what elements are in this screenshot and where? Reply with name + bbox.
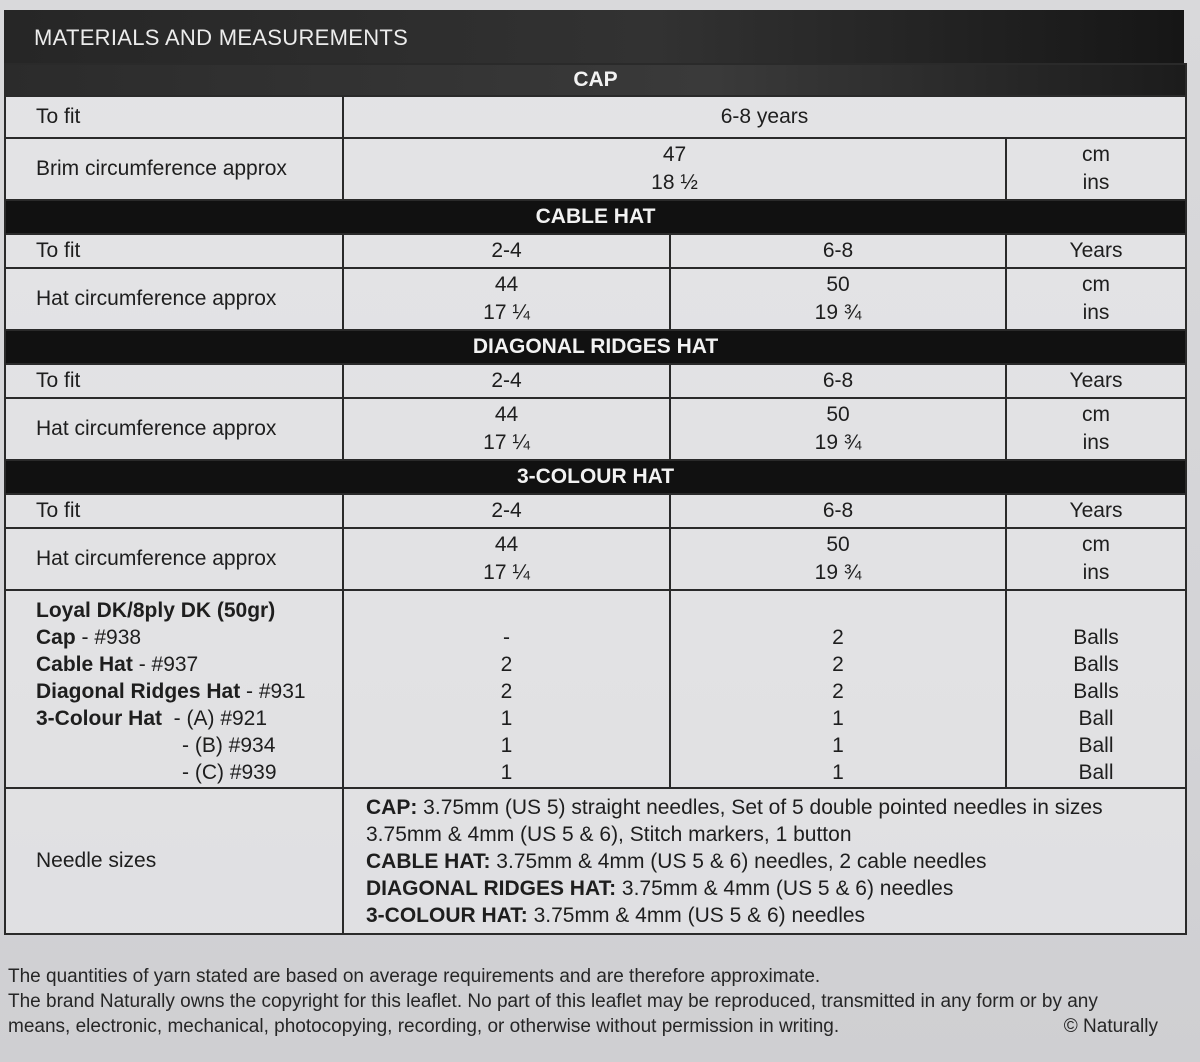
footer-line-3: means, electronic, mechanical, photocopying, recording, or otherwise without permission in writing. [8,1016,840,1037]
hat-circumference-row [5,398,1186,460]
yarn-item-code: - #937 [132,653,199,676]
hat-heading: CABLE HAT [5,200,1186,234]
copyright: © Naturally [1063,1016,1158,1037]
needles-row [5,788,1186,934]
yarn-qty-size1: 1 [500,734,513,757]
hat-circumference-size2 [670,398,1006,460]
hat-ins-2: 19 ¾ [814,561,862,584]
hat-heading-row [5,460,1186,494]
yarn-item [36,651,342,678]
yarn-item [36,678,342,705]
hat-to-fit-row [5,364,1186,398]
section-title-bar [4,10,1184,64]
hat-cm-2: 50 [826,533,850,556]
hat-circumference-size1 [343,398,670,460]
yarn-qty-size1: 1 [500,761,513,784]
unit-cm: cm [1082,533,1111,556]
section-title: MATERIALS AND MEASUREMENTS [34,25,409,50]
hat-heading-row [5,330,1186,364]
yarn-qty-size1: 2 [500,653,513,676]
needle-line [366,902,1177,929]
yarn-unit: Ball [1078,707,1114,730]
hat-circumference-units [1006,528,1186,590]
yarn-item [36,759,342,786]
hat-circumference-row [5,268,1186,330]
yarn-item-name: Diagonal Ridges Hat [36,680,241,703]
hat-ins-2: 19 ¾ [814,301,862,324]
yarn-item [36,624,342,651]
hat-to-fit-row [5,234,1186,268]
hat-heading: 3-COLOUR HAT [5,460,1186,494]
yarn-unit: Balls [1073,653,1119,676]
yarn-qty-size2: 1 [832,734,844,757]
needles-label: Needle sizes [5,788,343,934]
hat-ins-1: 17 ¼ [483,431,530,454]
cap-heading-row [5,64,1186,96]
yarn-header: Loyal DK/8ply DK (50gr) [36,599,276,622]
yarn-col-units [1006,590,1186,788]
cap-brim-row [5,138,1186,200]
yarn-labels [5,590,343,788]
yarn-item-code: - #931 [240,680,306,703]
needle-project: CAP: [366,795,418,819]
cap-to-fit-value: 6-8 years [343,96,1186,138]
needle-line [366,821,1177,848]
hat-circumference-size1 [343,528,670,590]
yarn-qty-size1: 2 [500,680,513,703]
yarn-item-name: Cap [36,626,76,649]
yarn-item-code: - (B) #934 [182,734,276,757]
hat-circumference-size2 [670,268,1006,330]
cap-brim-values [343,138,1006,200]
hat-ins-1: 17 ¼ [483,301,530,324]
needle-line [366,875,1177,902]
needle-spec: 3.75mm (US 5) straight needles, Set of 5 double pointed needles in sizes [417,795,1103,819]
yarn-qty-size2: 1 [832,707,844,730]
hat-size-2: 6-8 [670,234,1006,268]
footer-line-2: The brand Naturally owns the copyright for this leaflet. No part of this leaflet may be reproduced, transmitted in any form or by any [8,991,1098,1012]
hat-ins-1: 17 ¼ [483,561,530,584]
needle-spec: 3.75mm & 4mm (US 5 & 6) needles [527,903,866,927]
yarn-qty-size2: 2 [832,653,844,676]
hat-size-2: 6-8 [670,494,1006,528]
yarn-unit: Balls [1073,626,1119,649]
hat-years-unit: Years [1006,234,1186,268]
cap-to-fit-row [5,96,1186,138]
yarn-item [36,732,342,759]
cap-brim-ins: 18 ½ [651,171,698,194]
hat-circumference-label: Hat circumference approx [5,268,343,330]
needle-project: CABLE HAT: [366,849,491,873]
yarn-item-name: Cable Hat [36,653,133,676]
yarn-qty-size2: 2 [832,626,844,649]
hat-size-1: 2-4 [343,494,670,528]
cap-heading: CAP [5,64,1186,96]
hat-circumference-units [1006,398,1186,460]
hat-heading: DIAGONAL RIDGES HAT [5,330,1186,364]
yarn-row [5,590,1186,788]
needles-text [343,788,1186,934]
yarn-item-code: - (A) #921 [162,707,268,730]
measurements-table [4,63,1187,935]
hat-cm-2: 50 [826,403,850,426]
unit-cm: cm [1082,273,1111,296]
cap-brim-label: Brim circumference approx [5,138,343,200]
unit-ins: ins [1082,431,1110,454]
unit-cm: cm [1082,143,1111,166]
yarn-item-code: - (C) #939 [182,761,277,784]
needle-line [366,848,1177,875]
needle-line [366,794,1177,821]
yarn-qty-size1: - [503,626,510,649]
yarn-item-name: 3-Colour Hat [36,707,162,730]
needle-spec: 3.75mm & 4mm (US 5 & 6), Stitch markers, 1 button [366,822,852,846]
hat-heading-row [5,200,1186,234]
yarn-qty-size2: 2 [832,680,844,703]
footer-notes [8,964,1188,1039]
yarn-item [36,705,342,732]
hat-size-1: 2-4 [343,234,670,268]
hat-to-fit-row [5,494,1186,528]
unit-cm: cm [1082,403,1111,426]
yarn-unit: Balls [1073,680,1119,703]
hat-cm-1: 44 [494,273,519,296]
needle-project: 3-COLOUR HAT: [366,903,528,927]
hat-size-1: 2-4 [343,364,670,398]
yarn-qty-size2: 1 [832,761,844,784]
unit-ins: ins [1082,561,1110,584]
hat-circumference-units [1006,268,1186,330]
yarn-unit: Ball [1078,761,1114,784]
hat-cm-2: 50 [826,273,850,296]
hat-years-unit: Years [1006,364,1186,398]
hat-circumference-size1 [343,268,670,330]
needle-spec: 3.75mm & 4mm (US 5 & 6) needles, 2 cable needles [490,849,987,873]
yarn-qty-size1: 1 [500,707,513,730]
yarn-unit: Ball [1078,734,1114,757]
footer-line-1: The quantities of yarn stated are based on average requirements and are therefore approximate. [8,966,821,987]
hat-to-fit-label: To fit [5,234,343,268]
hat-ins-2: 19 ¾ [814,431,862,454]
cap-brim-cm: 47 [662,143,687,166]
hat-circumference-row [5,528,1186,590]
needle-spec: 3.75mm & 4mm (US 5 & 6) needles [616,876,954,900]
yarn-item-code: - #938 [75,626,142,649]
hat-to-fit-label: To fit [5,364,343,398]
yarn-col-size1 [343,590,670,788]
hat-circumference-label: Hat circumference approx [5,528,343,590]
cap-to-fit-label: To fit [5,96,343,138]
hat-size-2: 6-8 [670,364,1006,398]
unit-ins: ins [1082,301,1110,324]
unit-ins: ins [1082,171,1110,194]
hat-circumference-label: Hat circumference approx [5,398,343,460]
hat-cm-1: 44 [494,533,519,556]
hat-cm-1: 44 [494,403,519,426]
yarn-col-size2 [670,590,1006,788]
cap-brim-units [1006,138,1186,200]
hat-to-fit-label: To fit [5,494,343,528]
needle-project: DIAGONAL RIDGES HAT: [366,876,617,900]
hat-circumference-size2 [670,528,1006,590]
hat-years-unit: Years [1006,494,1186,528]
